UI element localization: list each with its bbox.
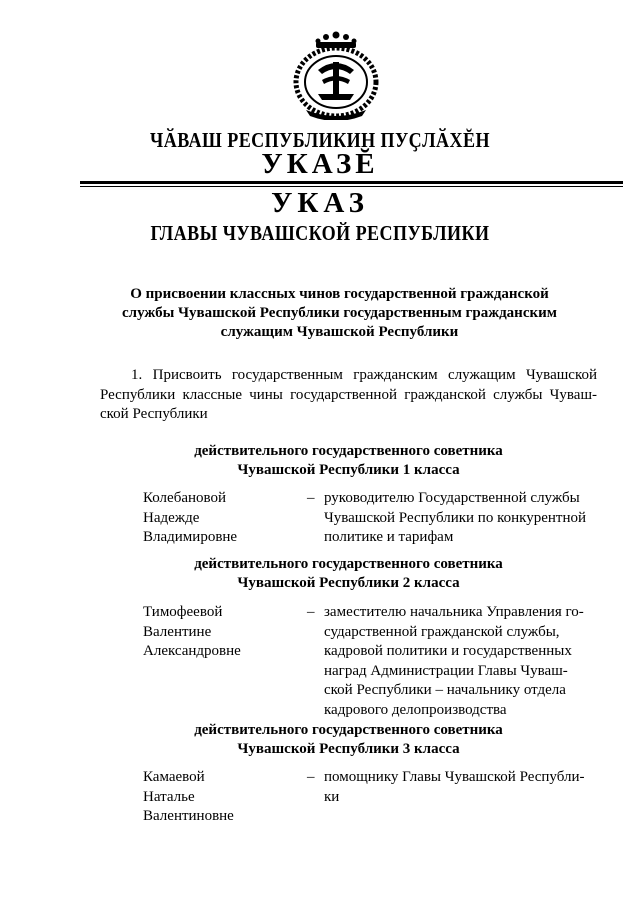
rank-line: действительного государственного советника bbox=[194, 443, 503, 459]
position-line: наград Администрации Главы Чуваш- bbox=[324, 662, 568, 679]
dash: – bbox=[307, 604, 315, 620]
person-position-2 bbox=[324, 603, 597, 720]
russian-title-line1: УКАЗ bbox=[271, 187, 369, 219]
position-line: ки bbox=[324, 788, 340, 805]
decree-paragraph-1: 1. Присвоить государственным гражданским служащим Чувашской Республики классные чины государственной гражданской службы Чуваш-ской Республики bbox=[100, 367, 597, 422]
position-line: кадрового делопроизводства bbox=[324, 701, 507, 718]
chuvash-title-line1: ЧӐВАШ РЕСПУБЛИКИН ПУҪЛӐХĔН bbox=[150, 128, 490, 152]
position-line: ской Республики – начальнику отдела bbox=[324, 682, 566, 698]
name-line: Владимировне bbox=[143, 529, 238, 545]
rank-heading-2 bbox=[100, 555, 597, 593]
rank-line: действительного государственного советника bbox=[194, 722, 503, 738]
decree-subject bbox=[112, 285, 567, 342]
russian-title-line2: ГЛАВЫ ЧУВАШСКОЙ РЕСПУБЛИКИ bbox=[150, 221, 490, 245]
chuvash-title-line2: УКАЗĔ bbox=[261, 148, 379, 180]
rank-heading-1 bbox=[100, 442, 597, 480]
rank-line: Чувашской Республики 1 класса bbox=[237, 462, 460, 478]
name-line: Надежде bbox=[143, 509, 200, 526]
name-line: Тимофеевой bbox=[143, 604, 223, 620]
person-name-3 bbox=[143, 768, 303, 827]
subject-line: О присвоении классных чинов государственной гражданской bbox=[130, 286, 549, 302]
position-line: руководителю Государственной службы bbox=[324, 490, 580, 506]
rank-line: действительного государственного советника bbox=[194, 556, 503, 572]
name-line: Александровне bbox=[143, 643, 241, 659]
person-name-1 bbox=[143, 489, 303, 548]
name-line: Колебановой bbox=[143, 490, 227, 506]
position-line: помощнику Главы Чувашской Республи- bbox=[324, 769, 585, 785]
name-line: Валентине bbox=[143, 623, 212, 640]
subject-line: служащим Чувашской Республики bbox=[220, 324, 459, 340]
position-line: Чувашской Республики по конкурентной bbox=[324, 509, 587, 526]
position-line: сударственной гражданской службы, bbox=[324, 623, 560, 640]
dash: – bbox=[307, 490, 315, 506]
subject-line: службы Чувашской Республики государственным гражданским bbox=[122, 305, 557, 321]
person-name-2 bbox=[143, 603, 303, 662]
person-position-3 bbox=[324, 768, 597, 807]
position-line: кадровой политики и государственных bbox=[324, 643, 572, 659]
rank-line: Чувашской Республики 2 класса bbox=[237, 575, 460, 591]
name-line: Валентиновне bbox=[143, 808, 234, 824]
rank-line: Чувашской Республики 3 класса bbox=[237, 741, 460, 757]
person-position-1 bbox=[324, 489, 597, 548]
chuvash-republic-emblem bbox=[288, 30, 384, 120]
name-line: Наталье bbox=[143, 788, 195, 805]
dash: – bbox=[307, 769, 315, 785]
name-line: Камаевой bbox=[143, 769, 205, 785]
position-line: заместителю начальника Управления го- bbox=[324, 604, 584, 620]
header-divider-thick bbox=[80, 181, 623, 184]
position-line: политике и тарифам bbox=[324, 529, 454, 545]
rank-heading-3 bbox=[100, 721, 597, 759]
